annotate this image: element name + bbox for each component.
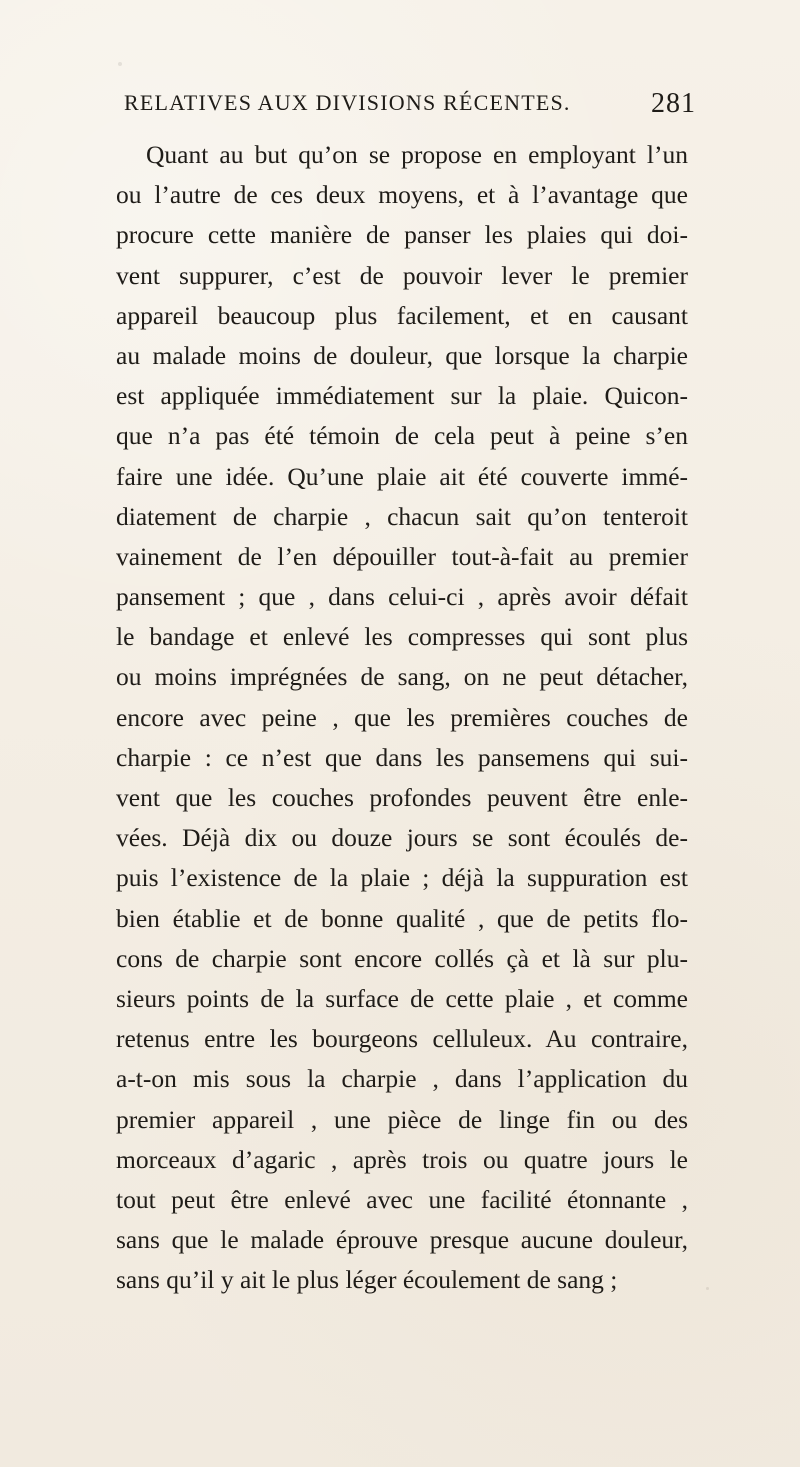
text-line: le bandage et enlevé les compresses qui sont plus — [116, 622, 688, 652]
text-line: au malade moins de douleur, que lorsque la charpie — [116, 340, 688, 370]
body-paragraph — [116, 135, 688, 1300]
text-line: procure cette manière de panser les plaies qui doi- — [116, 220, 688, 250]
text-line: sieurs points de la surface de cette plaie , et comme — [116, 983, 688, 1013]
text-line: morceaux d’agaric , après trois ou quatre jours le — [116, 1144, 688, 1174]
text-line: Quant au but qu’on se propose en employant l’un — [146, 140, 688, 169]
text-line: faire une idée. Qu’une plaie ait été couverte immé- — [116, 461, 688, 491]
text-line: vainement de l’en dépouiller tout-à-fait au premier — [116, 541, 688, 571]
paper-speck — [706, 1287, 709, 1290]
text-line: ou moins imprégnées de sang, on ne peut détacher, — [116, 662, 688, 692]
text-line: charpie : ce n’est que dans les pansemens qui sui- — [116, 742, 688, 772]
text-line: ou l’autre de ces deux moyens, et à l’avantage que — [116, 180, 688, 210]
text-line: bien établie et de bonne qualité , que de petits flo- — [116, 903, 688, 933]
text-line: sans que le malade éprouve presque aucune douleur, — [116, 1225, 688, 1255]
text-line: sans qu’il y ait le plus léger écoulement de sang ; — [116, 1265, 618, 1295]
text-line: appareil beaucoup plus facilement, et en causant — [116, 300, 688, 330]
text-line: a-t-on mis sous la charpie , dans l’application du — [116, 1064, 688, 1094]
text-line: que n’a pas été témoin de cela peut à peine s’en — [116, 421, 688, 451]
text-line: tout peut être enlevé avec une facilité étonnante , — [116, 1184, 688, 1214]
text-line: vées. Déjà dix ou douze jours se sont écoulés de- — [116, 823, 688, 853]
text-line: encore avec peine , que les premières couches de — [116, 702, 688, 732]
page-header — [124, 90, 696, 122]
text-line: puis l’existence de la plaie ; déjà la suppuration est — [116, 863, 688, 893]
running-title: RELATIVES AUX DIVISIONS RÉCENTES. — [124, 90, 571, 115]
text-line: cons de charpie sont encore collés çà et là sur plu- — [116, 943, 688, 973]
text-line: vent suppurer, c’est de pouvoir lever le premier — [116, 260, 688, 290]
text-line: premier appareil , une pièce de linge fin ou des — [116, 1104, 688, 1134]
text-line: pansement ; que , dans celui-ci , après avoir défait — [116, 582, 688, 612]
text-line: vent que les couches profondes peuvent être enle- — [116, 783, 688, 812]
text-line: retenus entre les bourgeons celluleux. Au contraire, — [116, 1024, 688, 1054]
text-line: est appliquée immédiatement sur la plaie. Quicon- — [116, 381, 688, 411]
text-line: diatement de charpie , chacun sait qu’on tenteroit — [116, 501, 688, 531]
page-number: 281 — [651, 88, 696, 119]
paper-speck — [118, 62, 122, 66]
